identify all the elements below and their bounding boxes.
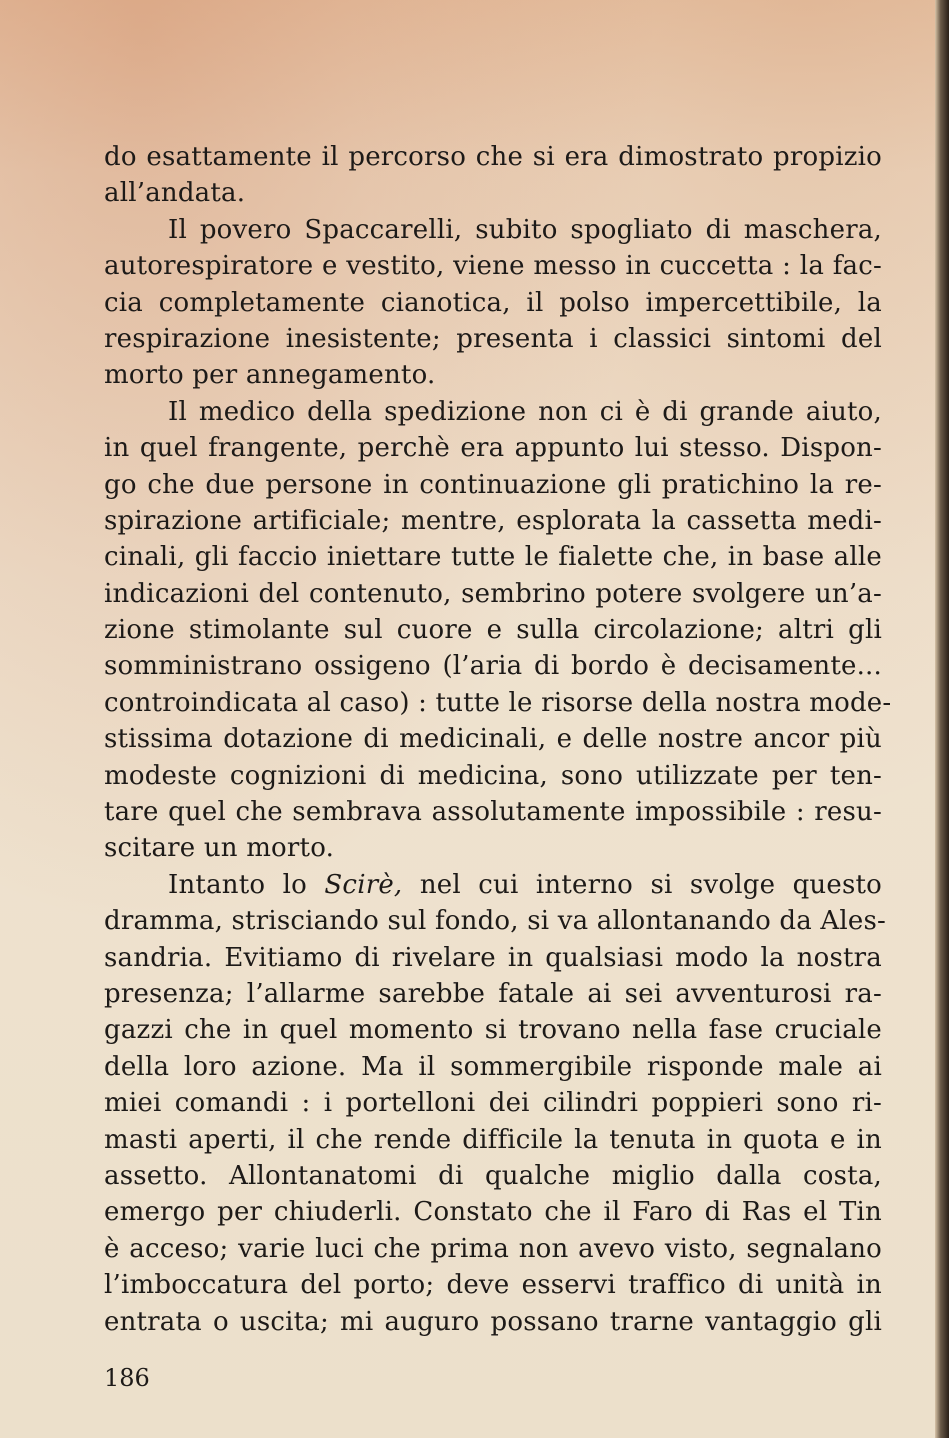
text-line: entrata o uscita; mi auguro possano trarne vantaggio gli xyxy=(104,1306,882,1337)
text-line: è acceso; varie luci che prima non avevo visto, segnalano xyxy=(104,1233,882,1264)
vessel-name: Scirè, xyxy=(324,869,403,900)
text-line: autorespiratore e vestito, viene messo in cuccetta : la fac- xyxy=(104,251,882,282)
text-line: presenza; l’allarme sarebbe fatale ai sei avventurosi ra- xyxy=(104,978,882,1009)
text-line: in quel frangente, perchè era appunto lui stesso. Dispon- xyxy=(104,433,882,464)
body-text xyxy=(104,139,892,1340)
text-line: Il povero Spaccarelli, subito spogliato di maschera, xyxy=(168,214,882,245)
text-line: miei comandi : i portelloni dei cilindri poppieri sono ri- xyxy=(104,1088,882,1119)
text-line: morto per annegamento. xyxy=(104,360,436,391)
text-line xyxy=(104,867,882,903)
text-line: cinali, gli faccio iniettare tutte le fialette che, in base alle xyxy=(104,542,882,573)
text-line: modeste cognizioni di medicina, sono utilizzate per ten- xyxy=(104,760,882,791)
text-line: somministrano ossigeno (l’aria di bordo è decisamente... xyxy=(104,651,882,682)
page-number: 186 xyxy=(104,1364,150,1392)
book-spine-edge xyxy=(935,0,949,1438)
text-line: Il medico della spedizione non ci è di grande aiuto, xyxy=(168,396,882,427)
text-line: gazzi che in quel momento si trovano nella fase cruciale xyxy=(104,1015,882,1046)
text-line: do esattamente il percorso che si era dimostrato propizio xyxy=(104,142,882,172)
text-line: assetto. Allontanatomi di qualche miglio dalla costa, xyxy=(104,1160,882,1191)
text-line: controindicata al caso) : tutte le risorse della nostra mode- xyxy=(104,687,892,718)
text-line: respirazione inesistente; presenta i classici sintomi del xyxy=(104,323,882,354)
text-line: l’imboccatura del porto; deve esservi traffico di unità in xyxy=(104,1270,882,1301)
text-line: masti aperti, il che rende difficile la tenuta in quota e in xyxy=(104,1124,882,1155)
text-segment: nel cui interno si svolge questo xyxy=(419,869,882,900)
text-line: emergo per chiuderli. Constato che il Faro di Ras el Tin xyxy=(104,1197,882,1228)
text-line: spirazione artificiale; mentre, esplorata la cassetta medi- xyxy=(104,505,882,536)
text-line: go che due persone in continuazione gli pratichino la re- xyxy=(104,469,882,500)
text-line: sandria. Evitiamo di rivelare in qualsiasi modo la nostra xyxy=(104,942,882,973)
text-line: della loro azione. Ma il sommergibile risponde male ai xyxy=(104,1051,882,1082)
text-line: tare quel che sembrava assolutamente impossibile : resu- xyxy=(104,797,882,828)
text-line: indicazioni del contenuto, sembrino potere svolgere un’a- xyxy=(104,578,882,609)
text-line: scitare un morto. xyxy=(104,833,335,864)
text-line: dramma, strisciando sul fondo, si va allontanando da Ales- xyxy=(104,906,887,937)
text-line: all’andata. xyxy=(104,178,246,209)
text-segment: Intanto lo xyxy=(168,869,307,900)
text-line: stissima dotazione di medicinali, e delle nostre ancor più xyxy=(104,724,882,755)
text-line: zione stimolante sul cuore e sulla circolazione; altri gli xyxy=(104,615,882,646)
text-line: cia completamente cianotica, il polso impercettibile, la xyxy=(104,287,882,318)
